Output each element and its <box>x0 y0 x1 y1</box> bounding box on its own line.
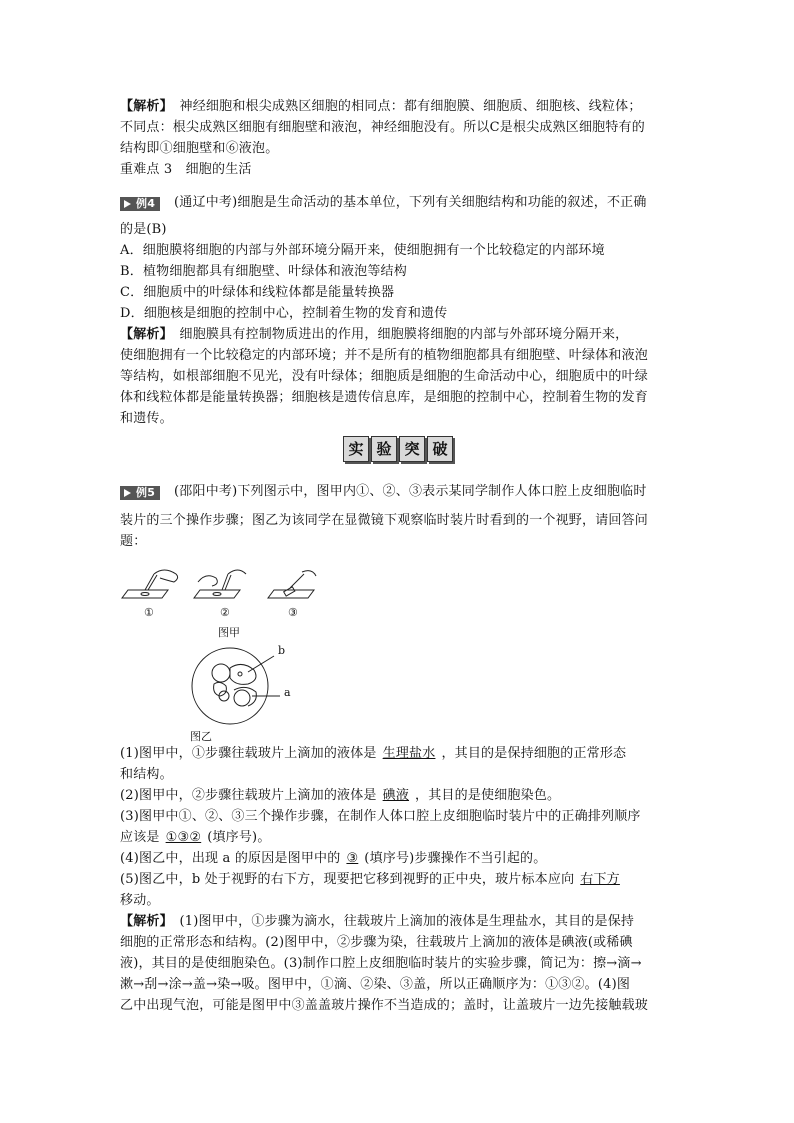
answer-blank: 碘液 <box>382 788 410 803</box>
question-text: (邵阳中考)下列图示中，图甲内①、②、③表示某同学制作人体口腔上皮细胞临时 <box>174 484 647 499</box>
question-text: (填序号)。 <box>207 830 271 845</box>
analysis-line: 不同点：根尖成熟区细胞有细胞壁和液泡，神经细胞没有。所以C是根尖成熟区细胞特有的 <box>120 120 645 135</box>
section-title-char: 实 <box>343 436 369 462</box>
play-triangle-icon <box>124 489 131 497</box>
question-text: (1)图甲中，①步骤往载玻片上滴加的液体是 <box>120 746 377 761</box>
analysis-tag: 【解析】 <box>120 99 167 114</box>
question-text: (通辽中考)细胞是生命活动的基本单位，下列有关细胞结构和功能的叙述，不正确 <box>174 195 647 210</box>
example5-line: 装片的三个操作步骤；图乙为该同学在显微镜下观察临时装片时看到的一个视野，请回答问 <box>120 513 649 528</box>
example4-line <box>120 195 647 211</box>
question-text: ，其目的是使细胞染色。 <box>415 788 561 803</box>
step3-label: ③ <box>288 606 298 619</box>
section-title-char: 破 <box>427 436 453 462</box>
option-b: B．植物细胞都具有细胞壁、叶绿体和液泡等结构 <box>120 264 407 279</box>
question-5 <box>120 872 626 888</box>
section-heading: 重难点 3 细胞的生活 <box>120 162 252 177</box>
question-5-line2: 移动。 <box>120 893 160 908</box>
option-a: A．细胞膜将细胞的内部与外部环境分隔开来，使细胞拥有一个比较稳定的内部环境 <box>120 243 605 258</box>
question-text: (2)图甲中，②步骤往载玻片上滴加的液体是 <box>120 788 377 803</box>
step2-label: ② <box>220 606 230 619</box>
example5-line <box>120 484 647 500</box>
section-title-char: 验 <box>371 436 397 462</box>
answer-blank: 生理盐水 <box>382 746 436 761</box>
option-c: C．细胞质中的叶绿体和线粒体都是能量转换器 <box>120 285 395 300</box>
label-b: b <box>278 644 286 657</box>
example4-line: 的是(B) <box>120 222 167 237</box>
analysis-tag: 【解析】 <box>120 914 167 929</box>
analysis-line: 体和线粒体都是能量转换器；细胞核是遗传信息库，是细胞的控制中心，控制着生物的发育 <box>120 390 649 405</box>
analysis-text: (1)图甲中，①步骤为滴水，往载玻片上滴加的液体是生理盐水，其目的是保持 <box>179 914 635 929</box>
section-title-box <box>343 436 453 462</box>
step1-label: ① <box>144 606 154 619</box>
figure-caption-jia: 图甲 <box>218 626 240 639</box>
analysis-line: 乙中出现气泡，可能是图甲中③盖盖玻片操作不当造成的；盖时，让盖玻片一边先接触载玻 <box>120 998 649 1013</box>
figure-caption-yi: 图乙 <box>190 730 212 743</box>
analysis-line: 液)，其目的是使细胞染色。(3)制作口腔上皮细胞临时装片的实验步骤，简记为：擦→滴→ <box>120 956 642 971</box>
analysis-line <box>120 914 634 930</box>
question-3-line2 <box>120 830 271 846</box>
answer-blank: 右下方 <box>580 872 620 887</box>
analysis-tag: 【解析】 <box>120 327 167 342</box>
question-3: (3)图甲中①、②、③三个操作步骤，在制作人体口腔上皮细胞临时装片中的正确排列顺序 <box>120 809 641 824</box>
analysis-line: 和遗传。 <box>120 411 173 426</box>
analysis-text: 神经细胞和根尖成熟区细胞的相同点：都有细胞膜、细胞质、细胞核、线粒体； <box>179 99 642 114</box>
analysis-line: 等结构，如根部细胞不见光，没有叶绿体；细胞质是细胞的生命活动中心，细胞质中的叶绿 <box>120 369 649 384</box>
question-text: ，其目的是保持细胞的正常形态 <box>441 746 627 761</box>
label-a: a <box>284 686 291 699</box>
analysis-line: 结构即①细胞壁和⑥液泡。 <box>120 141 279 156</box>
option-d: D．细胞核是细胞的控制中心，控制着生物的发育和遗传 <box>120 306 448 321</box>
analysis-line: 使细胞拥有一个比较稳定的内部环境；并不是所有的植物细胞都具有细胞壁、叶绿体和液泡 <box>120 348 649 363</box>
question-text: (5)图乙中，b 处于视野的右下方，现要把它移到视野的正中央，玻片标本应向 <box>120 872 575 887</box>
question-text: (4)图乙中，出现 a 的原因是图甲中的 <box>120 851 341 866</box>
question-4 <box>120 851 546 867</box>
example-badge: 例4 <box>120 197 160 211</box>
section-title-char: 突 <box>399 436 425 462</box>
analysis-text: 细胞膜具有控制物质进出的作用，细胞膜将细胞的内部与外部环境分隔开来， <box>179 327 629 342</box>
question-text: (填序号)步骤操作不当引起的。 <box>364 851 547 866</box>
play-triangle-icon <box>124 200 131 208</box>
analysis-line <box>120 99 642 115</box>
question-text: 应该是 <box>120 830 160 845</box>
figure-jia <box>118 568 318 638</box>
answer-blank: ①③② <box>165 830 202 845</box>
analysis-line <box>120 327 628 343</box>
question-1 <box>120 746 626 762</box>
figure-yi <box>190 644 290 744</box>
answer-blank: ③ <box>346 851 359 866</box>
question-2 <box>120 788 560 804</box>
question-1-line2: 和结构。 <box>120 767 173 782</box>
example-badge: 例5 <box>120 486 160 500</box>
analysis-line: 漱→刮→涂→盖→染→吸。图甲中，①滴、②染、③盖，所以正确顺序为：①③②。(4)图 <box>120 977 631 992</box>
analysis-line: 细胞的正常形态和结构。(2)图甲中，②步骤为染，往载玻片上滴加的液体是碘液(或稀碘 <box>120 935 633 950</box>
example5-line: 题： <box>120 534 147 549</box>
